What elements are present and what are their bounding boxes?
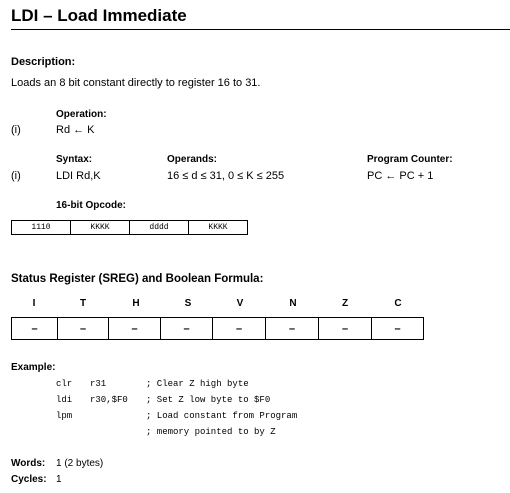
- code-operands: r31: [90, 379, 107, 389]
- syntax-index: (i): [11, 170, 21, 182]
- description-heading: Description:: [11, 56, 76, 68]
- opcode-cell: 1110: [12, 221, 71, 235]
- code-comment: ; Load constant from Program: [146, 411, 298, 421]
- operation-heading: Operation:: [56, 109, 107, 120]
- page-title: LDI – Load Immediate: [11, 6, 187, 25]
- sreg-flag-label: C: [394, 298, 402, 309]
- code-mnemonic: ldi: [56, 395, 73, 405]
- sreg-value-cell: –: [109, 318, 161, 340]
- opcode-cell: KKKK: [71, 221, 130, 235]
- sreg-value-cell: –: [372, 318, 424, 340]
- cycles-label: Cycles:: [11, 474, 47, 485]
- sreg-flag-label: N: [289, 298, 297, 309]
- sreg-value-cell: –: [161, 318, 213, 340]
- program-counter-text: PC ← PC + 1: [367, 170, 434, 182]
- code-mnemonic: lpm: [56, 411, 73, 421]
- operands-heading: Operands:: [167, 154, 218, 165]
- code-comment: ; Set Z low byte to $F0: [146, 395, 271, 405]
- words-label: Words:: [11, 458, 46, 469]
- code-comment: ; memory pointed to by Z: [146, 427, 276, 437]
- sreg-value-cell: –: [12, 318, 58, 340]
- operands-text: 16 ≤ d ≤ 31, 0 ≤ K ≤ 255: [167, 170, 285, 182]
- sreg-flag-label: Z: [341, 298, 349, 309]
- sreg-flag-label: H: [132, 298, 140, 309]
- sreg-value-cell: –: [58, 318, 109, 340]
- sreg-table: [11, 317, 424, 340]
- opcode-cell: dddd: [130, 221, 189, 235]
- sreg-flag-label: T: [79, 298, 87, 309]
- sreg-heading: Status Register (SREG) and Boolean Formula:: [11, 273, 264, 285]
- operation-text: Rd ← K: [56, 124, 95, 136]
- syntax-text: LDI Rd,K: [56, 170, 101, 182]
- operation-index: (i): [11, 124, 21, 136]
- sreg-flag-label: I: [32, 298, 36, 309]
- syntax-heading: Syntax:: [56, 154, 93, 165]
- sreg-flag-label: V: [236, 298, 244, 309]
- title-rule: [11, 29, 510, 30]
- program-counter-heading: Program Counter:: [367, 154, 453, 165]
- code-comment: ; Clear Z high byte: [146, 379, 249, 389]
- sreg-flag-label: S: [184, 298, 192, 309]
- opcode-cell: KKKK: [189, 221, 248, 235]
- cycles-value: 1: [56, 474, 62, 485]
- example-heading: Example:: [11, 362, 56, 373]
- sreg-value-cell: –: [213, 318, 266, 340]
- words-value: 1 (2 bytes): [56, 458, 104, 469]
- description-text: Loads an 8 bit constant directly to register 16 to 31.: [11, 77, 261, 89]
- opcode-table: [11, 220, 248, 235]
- opcode-heading: 16-bit Opcode:: [56, 200, 127, 211]
- code-operands: r30,$F0: [90, 395, 128, 405]
- sreg-value-cell: –: [266, 318, 319, 340]
- sreg-value-cell: –: [319, 318, 372, 340]
- code-mnemonic: clr: [56, 379, 73, 389]
